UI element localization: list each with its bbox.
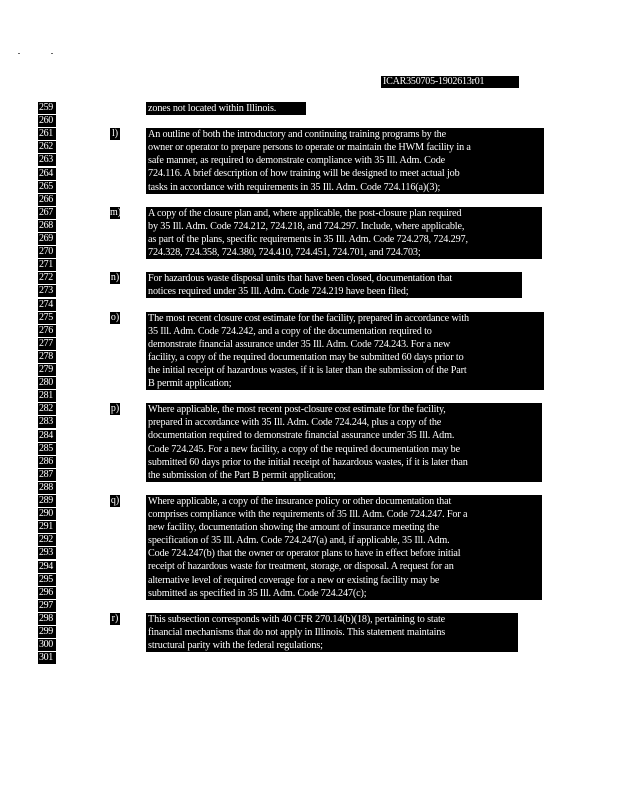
line-number: 291 <box>38 521 56 533</box>
subsection-text-block <box>146 495 542 600</box>
line-number: 274 <box>38 299 56 311</box>
line-number: 266 <box>38 194 56 206</box>
text-line: facility, a copy of the required documentation may be submitted 60 days prior to <box>148 351 464 363</box>
line-number: 276 <box>38 325 56 337</box>
text-line: zones not located within Illinois. <box>148 103 277 114</box>
line-number: 293 <box>38 547 56 559</box>
text-line: B permit application; <box>148 378 232 390</box>
text-line: Code 724.245. For a new facility, a copy of the required documentation may be <box>148 443 460 455</box>
line-number: 298 <box>38 613 56 625</box>
line-number: 289 <box>38 495 56 507</box>
line-number: 275 <box>38 312 56 324</box>
text-line: the initial receipt of hazardous wastes, if it is later than the submission of the Part <box>148 364 467 376</box>
text-line: 724.116. A brief description of how training will be designed to meet actual job <box>148 168 460 180</box>
line-number: 296 <box>38 587 56 599</box>
text-line: notices required under 35 Ill. Adm. Code 724.219 have been filed; <box>148 286 409 298</box>
text-line: financial mechanisms that do not apply in Illinois. This statement maintains <box>148 626 446 638</box>
line-number: 272 <box>38 272 56 284</box>
subsection-text-block <box>146 207 542 259</box>
line-number: 269 <box>38 233 56 245</box>
subsection-marker: n) <box>110 272 120 284</box>
line-number: 284 <box>38 430 56 442</box>
subsection-text-block <box>146 403 542 482</box>
text-line: documentation required to demonstrate financial assurance under 35 Ill. Adm. <box>148 430 455 442</box>
text-line: A copy of the closure plan and, where applicable, the post-closure plan required <box>148 207 462 219</box>
text-line: submitted as specified in 35 Ill. Adm. Code 724.247(c); <box>148 587 367 599</box>
text-line: by 35 Ill. Adm. Code 724.212, 724.218, and 724.297. Include, where applicable, <box>148 220 465 232</box>
text-line: demonstrate financial assurance under 35 Ill. Adm. Code 724.243. For a new <box>148 338 451 350</box>
text-line: comprises compliance with the requirements of 35 Ill. Adm. Code 724.247. For a <box>148 509 468 521</box>
line-number: 299 <box>38 626 56 638</box>
text-line: Where applicable, the most recent post-closure cost estimate for the facility, <box>148 404 446 416</box>
subsection-text-block <box>146 312 544 391</box>
text-line: safe manner, as required to demonstrate compliance with 35 Ill. Adm. Code <box>148 155 446 167</box>
document-id: ICAR350705-1902613r01 <box>381 76 519 88</box>
text-line: Where applicable, a copy of the insurance policy or other documentation that <box>148 496 452 507</box>
line-number: 279 <box>38 364 56 376</box>
text-line: alternative level of required coverage for a new or existing facility may be <box>148 574 440 586</box>
subsection-marker: r) <box>111 612 119 624</box>
line-number: 267 <box>38 207 56 219</box>
text-line: owner or operator to prepare persons to operate or maintain the HWM facility in a <box>148 142 471 154</box>
line-number: 301 <box>38 652 56 664</box>
line-number: 290 <box>38 508 56 520</box>
subsection-marker: o) <box>110 311 120 323</box>
text-line: 724.328, 724.358, 724.380, 724.410, 724.451, 724.701, and 724.703; <box>148 247 421 259</box>
line-number: 271 <box>38 259 56 271</box>
line-number: 300 <box>38 639 56 651</box>
text-line: as part of the plans, specific requirements in 35 Ill. Adm. Code 724.278, 724.297, <box>148 233 468 245</box>
text-line: tasks in accordance with requirements in 35 Ill. Adm. Code 724.116(a)(3); <box>148 181 441 193</box>
line-number: 273 <box>38 285 56 297</box>
subsection-marker: q) <box>110 495 120 506</box>
line-number: 294 <box>38 561 56 573</box>
line-number: 262 <box>38 141 56 153</box>
subsection-marker: m) <box>110 206 122 218</box>
text-line: 35 Ill. Adm. Code 724.242, and a copy of the documentation required to <box>148 325 432 337</box>
line-number: 268 <box>38 220 56 232</box>
text-line: This subsection corresponds with 40 CFR 270.14(b)(18), pertaining to state <box>148 613 446 625</box>
line-number: 263 <box>38 154 56 166</box>
text-line: the submission of the Part B permit application; <box>148 469 336 481</box>
line-number: 286 <box>38 456 56 468</box>
line-number: 283 <box>38 416 56 428</box>
subsection-text-block <box>146 102 306 115</box>
subsection-marker: l) <box>111 128 119 140</box>
subsection-text-block <box>146 613 518 652</box>
text-line: prepared in accordance with 35 Ill. Adm. Code 724.244, plus a copy of the <box>148 417 442 429</box>
text-line: The most recent closure cost estimate for the facility, prepared in accordance with <box>148 312 469 324</box>
line-number: 285 <box>38 443 56 455</box>
line-number: 288 <box>38 482 56 494</box>
text-line: For hazardous waste disposal units that have been closed, documentation that <box>148 273 453 285</box>
line-number: 278 <box>38 351 56 363</box>
line-number: 281 <box>38 390 56 402</box>
line-number: 280 <box>38 377 56 389</box>
line-number: 264 <box>38 168 56 180</box>
line-number: 261 <box>38 128 56 140</box>
text-line: An outline of both the introductory and continuing training programs by the <box>148 129 446 141</box>
scan-speck <box>51 53 53 54</box>
line-number: 260 <box>38 115 56 127</box>
line-number: 270 <box>38 246 56 258</box>
subsection-marker: p) <box>110 403 120 415</box>
text-line: new facility, documentation showing the amount of insurance meeting the <box>148 522 439 534</box>
text-line: structural parity with the federal regulations; <box>148 640 323 652</box>
text-line: specification of 35 Ill. Adm. Code 724.247(a) and, if applicable, 35 Ill. Adm. <box>148 535 450 547</box>
text-line: receipt of hazardous waste for treatment, storage, or disposal. A request for an <box>148 561 454 573</box>
line-number: 297 <box>38 600 56 612</box>
text-line: Code 724.247(b) that the owner or operator plans to have in effect before initial <box>148 548 461 560</box>
line-number: 295 <box>38 574 56 586</box>
line-number: 282 <box>38 403 56 415</box>
line-number: 287 <box>38 469 56 481</box>
line-number: 265 <box>38 181 56 193</box>
subsection-text-block <box>146 272 522 298</box>
line-number: 277 <box>38 338 56 350</box>
line-number: 292 <box>38 534 56 546</box>
text-line: submitted 60 days prior to the initial receipt of hazardous wastes, if it is later than <box>148 456 468 468</box>
subsection-text-block <box>146 128 544 193</box>
line-number: 259 <box>38 102 56 114</box>
scan-speck <box>18 53 20 54</box>
